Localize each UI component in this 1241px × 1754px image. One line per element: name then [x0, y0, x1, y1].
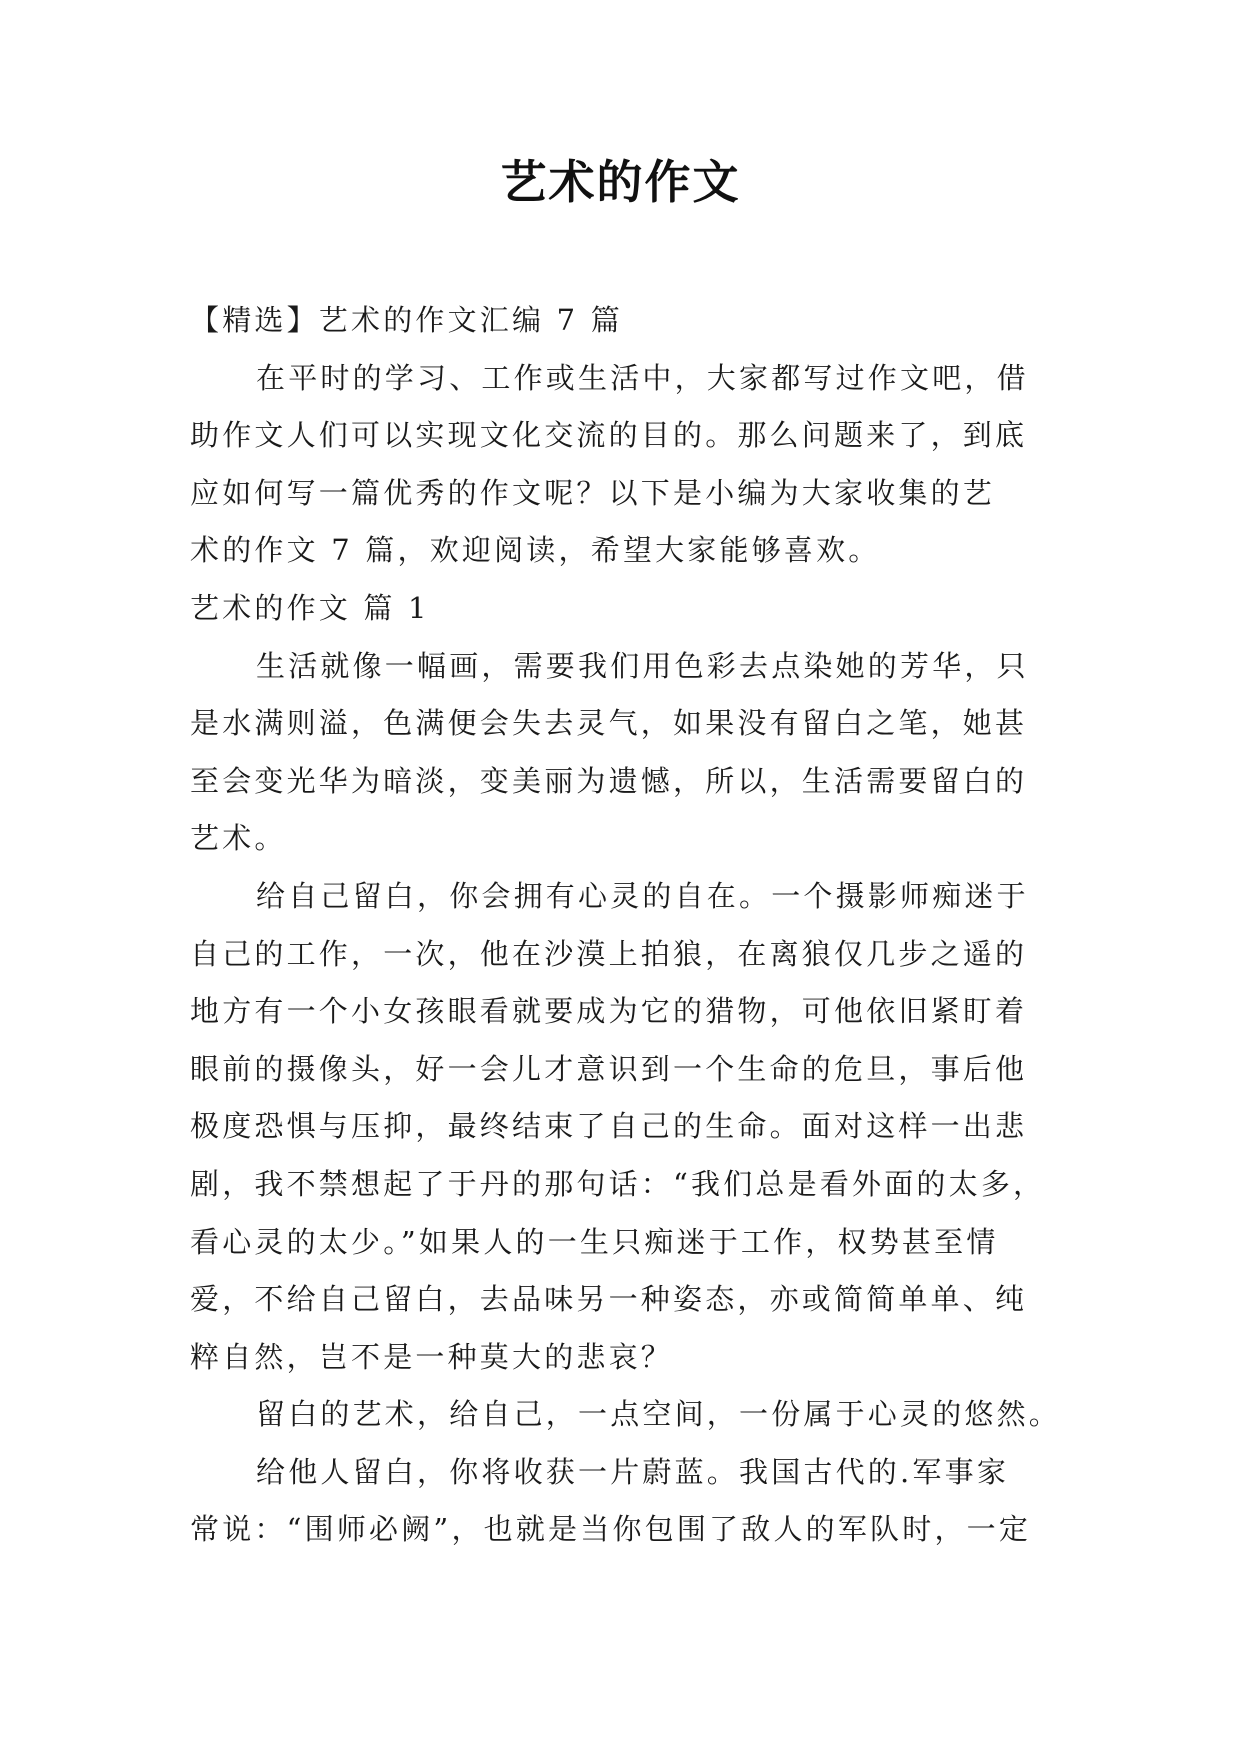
text-line: 地方有一个小女孩眼看就要成为它的猎物，可他依旧紧盯着: [190, 994, 1028, 1029]
text-line: 给他人留白，你将收获一片蔚蓝。我国古代的.军事家: [256, 1454, 1010, 1489]
text-line: 艺术。: [190, 821, 287, 856]
text-line: 剧，我不禁想起了于丹的那句话：“我们总是看外面的太多，: [190, 1166, 1046, 1201]
text-line: 至会变光华为暗淡，变美丽为遗憾，所以，生活需要留白的: [190, 763, 1028, 798]
text-line: 留白的艺术，给自己，一点空间，一份属于心灵的悠然。: [256, 1397, 1062, 1432]
text-line: 看心灵的太少。”如果人的一生只痴迷于工作，权势甚至情: [190, 1224, 999, 1259]
document-title: 艺术的作文: [500, 155, 741, 209]
text-line: 在平时的学习、工作或生活中，大家都写过作文吧，借: [256, 360, 1029, 395]
text-line: 眼前的摄像头，好一会儿才意识到一个生命的危旦，事后他: [190, 1051, 1028, 1086]
text-line: 粹自然，岂不是一种莫大的悲哀？: [190, 1339, 674, 1374]
text-line: 常说：“围师必阙”，也就是当你包围了敌人的军队时，一定: [190, 1512, 1032, 1547]
text-line: 爱，不给自己留白，去品味另一种姿态，亦或简简单单、纯: [190, 1282, 1028, 1317]
text-line: 术的作文 7 篇，欢迎阅读，希望大家能够喜欢。: [190, 533, 881, 568]
text-line: 是水满则溢，色满便会失去灵气，如果没有留白之笔，她甚: [190, 706, 1028, 741]
text-line: 给自己留白，你会拥有心灵的自在。一个摄影师痴迷于: [256, 878, 1029, 913]
document-body: [190, 292, 1070, 1559]
text-line: 应如何写一篇优秀的作文呢？以下是小编为大家收集的艺: [190, 475, 996, 510]
text-line: 极度恐惧与压抑，最终结束了自己的生命。面对这样一出悲: [190, 1109, 1028, 1144]
text-line: 自己的工作，一次，他在沙漠上拍狼，在离狼仅几步之遥的: [190, 936, 1028, 971]
text-line: 生活就像一幅画，需要我们用色彩去点染她的芳华，只: [256, 648, 1029, 683]
text-line: 助作文人们可以实现文化交流的目的。那么问题来了，到底: [190, 418, 1028, 453]
text-line: 艺术的作文 篇 1: [190, 590, 430, 625]
text-line: 【精选】艺术的作文汇编 7 篇: [190, 303, 623, 337]
